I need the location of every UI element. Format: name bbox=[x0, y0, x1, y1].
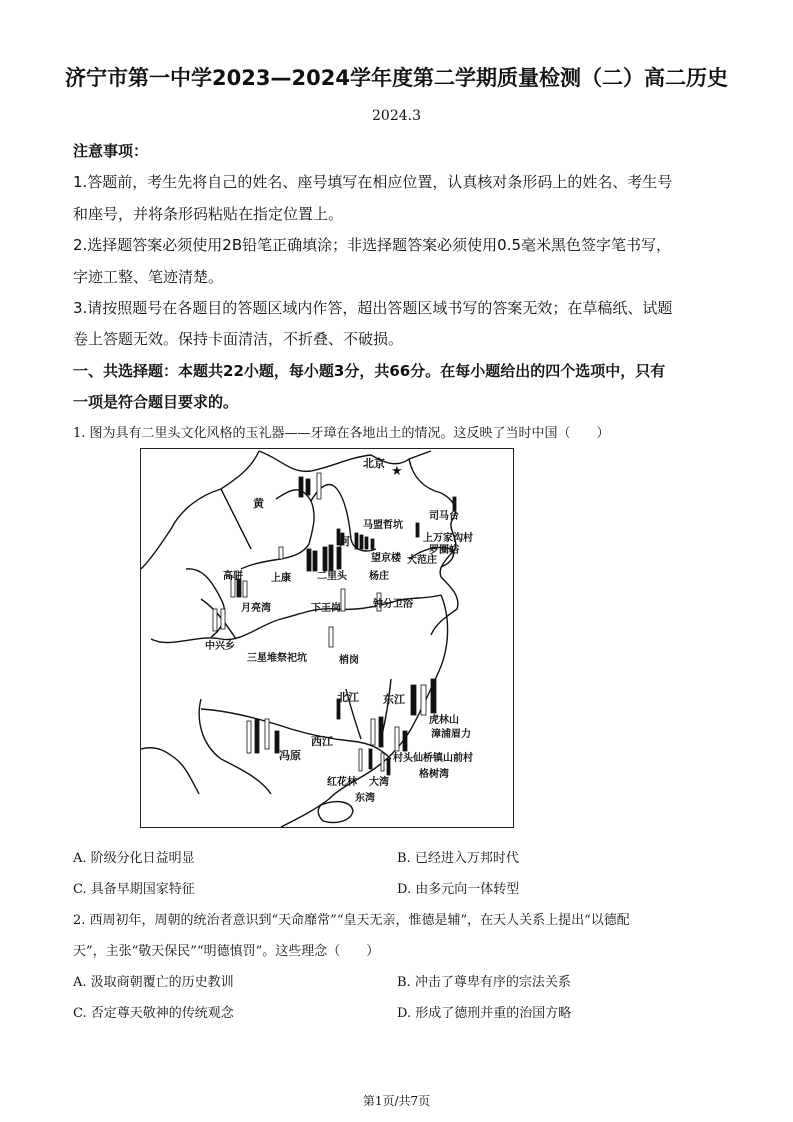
map-label-hulinshan: 虎林山 bbox=[429, 715, 459, 726]
map-label-xiawanggang: 下王岗 bbox=[311, 603, 341, 614]
notice-item-1-line-2: 和座号，并将条形码粘贴在指定位置上。 bbox=[73, 205, 344, 223]
map-label-beijiang: 北江 bbox=[337, 691, 359, 704]
map-label-zhangpujinli: 漳浦眉力 bbox=[431, 729, 471, 740]
question-1-stem: 1. 图为具有二里头文化风格的玉礼器——牙璋在各地出土的情况。这反映了当时中国（ ） bbox=[73, 426, 610, 441]
page-footer: 第1页/共7页 bbox=[362, 1094, 431, 1108]
notice-item-3-line-1: 3.请按照题号在各题目的答题区域内作答，超出答题区域书写的答案无效；在草稿纸、试题 bbox=[73, 299, 673, 317]
notice-heading: 注意事项： bbox=[73, 142, 149, 160]
notice-item-1-line-1: 1.答题前，考生先将自己的姓名、座号填写在相应位置，认真核对条形码上的姓名、考生号 bbox=[73, 173, 673, 191]
map-label-gaopian: 高骈 bbox=[223, 571, 243, 582]
question-2-option-c[interactable]: C. 否定尊天敬神的传统观念 bbox=[73, 1006, 234, 1021]
map-label-mamengxingkeng: 马盟哲坑 bbox=[363, 520, 403, 531]
exam-date: 2024.3 bbox=[372, 108, 421, 124]
question-1-option-b[interactable]: B. 已经进入万邦时代 bbox=[397, 851, 519, 866]
section-1-heading-line-2: 一项是符合题目要求的。 bbox=[73, 393, 239, 411]
question-1-option-c[interactable]: C. 具备早期国家特征 bbox=[73, 882, 195, 897]
notice-item-3-line-2: 卷上答题无效。保持卡面清洁，不折叠、不破损。 bbox=[73, 330, 404, 348]
map-label-dongjiang: 东江 bbox=[383, 693, 405, 706]
map-label-beijing: 北京 bbox=[363, 457, 385, 470]
map-label-shangwanjiagoucun: 上万家沟村 bbox=[423, 533, 473, 544]
question-2-stem-line-1: 2. 西周初年，周朝的统治者意识到“天命靡常”“皇天无亲，惟德是辅”，在天人关系上提出“以德配 bbox=[73, 913, 630, 928]
map-label-xianqiaozhenshanqiancun: 仙桥镇山前村 bbox=[413, 753, 473, 764]
map-label-shaogang: 梢岗 bbox=[339, 655, 359, 666]
map-label-xijiang: 西江 bbox=[311, 735, 333, 748]
question-1-option-d[interactable]: D. 由多元向一体转型 bbox=[397, 882, 520, 897]
question-1-option-a[interactable]: A. 阶级分化日益明显 bbox=[73, 851, 195, 866]
map-label-dafanzhuang: 大范庄 bbox=[407, 555, 437, 566]
map-label-dongwan: 东湾 bbox=[355, 793, 375, 804]
question-2-stem-line-2: 天”，主张“敬天保民”“明德慎罚”。这些理念（ ） bbox=[73, 944, 380, 959]
map-label-luoquanyu: 罗圈峪 bbox=[429, 545, 459, 556]
notice-item-2-line-2: 字迹工整、笔迹清楚。 bbox=[73, 268, 224, 286]
notice-item-2-line-1: 2.选择题答案必须使用2B铅笔正确填涂；非选择题答案必须使用0.5毫米黑色签字笔书写， bbox=[73, 236, 672, 254]
map-label-zhongfenweiyu: 钟分卫浴 bbox=[373, 599, 413, 610]
map-label-cuntou: 村头 bbox=[393, 753, 413, 764]
map-label-wangjinglou: 望京楼 bbox=[371, 553, 401, 564]
map-label-huang: 黄 bbox=[253, 497, 264, 510]
question-2-option-b[interactable]: B. 冲击了尊卑有序的宗法关系 bbox=[397, 975, 571, 990]
map-label-yangzhuang: 杨庄 bbox=[369, 571, 389, 582]
map-label-erlitou: 二里头 bbox=[317, 571, 347, 582]
question-2-option-d[interactable]: D. 形成了德刑并重的治国方略 bbox=[397, 1006, 572, 1021]
beijing-star-icon: ★ bbox=[391, 464, 403, 479]
jade-zhang-distribution-map bbox=[140, 448, 514, 828]
map-label-he: 河 bbox=[339, 535, 350, 548]
map-label-sanxingduijisikeng: 三星堆祭祀坑 bbox=[247, 653, 307, 664]
map-label-dawan: 大湾 bbox=[369, 777, 389, 788]
map-label-shangkang: 上康 bbox=[271, 573, 291, 584]
map-label-zhongxingxiang: 中兴乡 bbox=[205, 641, 235, 652]
map-label-simatai: 司马台 bbox=[429, 511, 459, 522]
exam-title: 济宁市第一中学2023—2024学年度第二学期质量检测（二）高二历史 bbox=[65, 66, 728, 90]
map-label-honghualin: 红花林 bbox=[327, 777, 357, 788]
question-2-option-a[interactable]: A. 汲取商朝覆亡的历史教训 bbox=[73, 975, 234, 990]
map-label-fengyuan: 冯原 bbox=[279, 749, 301, 762]
section-1-heading-line-1: 一、共选择题：本题共22小题，每小题3分，共66分。在每小题给出的四个选项中，只有 bbox=[73, 362, 666, 380]
map-label-geshuwan: 格树湾 bbox=[419, 769, 449, 780]
map-label-yueliangwan: 月亮湾 bbox=[241, 603, 271, 614]
